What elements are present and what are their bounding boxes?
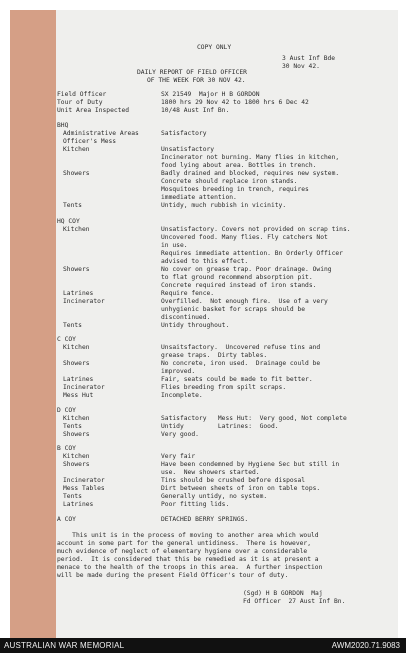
c-kitchen-line: Unsaitsfactory. Uncovered refuse tins and [161,344,321,351]
paragraph-line: account in some part for the general untidiness. There is however, [57,540,312,547]
d-showers-line: Very good. [161,431,199,438]
field-officer-label: Field Officer [57,91,107,98]
a-coy-heading: A COY [57,516,76,523]
bhq-heading: BHQ [57,122,69,129]
bhq-showers-line: immediate attention. [161,194,237,201]
d-tents-label: Tents [63,423,82,430]
hq-tents-line: Untidy throughout. [161,322,230,329]
c-showers-line: No concrete, iron used. Drainage could be [161,360,321,367]
hq-line-1: 3 Aust Inf Bde [282,55,336,62]
c-messhut-label: Mess Hut [63,392,94,399]
bhq-showers-label: Showers [63,170,90,177]
c-latrines-line: Fair, seats could be made to fit better. [161,376,313,383]
b-kitchen-label: Kitchen [63,453,90,460]
c-showers-line: improved. [161,368,196,375]
c-messhut-line: Incomplete. [161,392,203,399]
c-showers-label: Showers [63,360,90,367]
tour-label: Tour of Duty [57,99,103,106]
a-coy-value: DETACHED BERRY SPRINGS. [161,516,249,523]
tour-value: 1800 hrs 29 Nov 42 to 1800 hrs 6 Dec 42 [161,99,309,106]
paragraph-line: menace to the health of the troops in this area. A further inspection [57,564,323,571]
hq-latrines-line: Require fence. [161,290,215,297]
report-title-1: DAILY REPORT OF FIELD OFFICER [137,69,247,76]
hq-kitchen-label: Kitchen [63,226,90,233]
paper-edge-strip [10,10,56,638]
bhq-tents-label: Tents [63,202,82,209]
bhq-showers-line: Concrete should replace iron stands. [161,178,298,185]
b-tents-label: Tents [63,493,82,500]
report-title-2: OF THE WEEK FOR 30 NOV 42. [147,77,246,84]
b-showers-line: Have been condemned by Hygiene Sec but still in [161,461,340,468]
unit-label: Unit Area Inspected [57,107,130,114]
signature-line-1: (Sgd) H B GORDON Maj [243,590,323,597]
hq-kitchen-line: advised to this effect. [161,258,249,265]
paragraph-line: much evidence of neglect of elementary hygiene over a considerable [57,548,308,555]
b-incinerator-label: Incinerator [63,477,105,484]
hq-incinerator-label: Incinerator [63,298,105,305]
b-incinerator-line: Tins should be crushed before disposal [161,477,306,484]
hq-showers-label: Showers [63,266,90,273]
b-showers-label: Showers [63,461,90,468]
d-tents-line: Untidy Latrines: Good. [161,423,279,430]
archive-credit: AUSTRALIAN WAR MEMORIAL [4,641,125,650]
bhq-admin-label: Administrative Areas [63,130,139,137]
bhq-kitchen-label: Kitchen [63,146,90,153]
paragraph-line: period. It is considered that this be remedied as it is at present a [57,556,319,563]
d-kitchen-label: Kitchen [63,415,90,422]
bhq-admin-value: Satisfactory [161,130,207,137]
b-coy-heading: B COY [57,445,76,452]
bhq-kitchen-line: Unsatisfactory [161,146,215,153]
hq-tents-label: Tents [63,322,82,329]
document-page [10,10,398,638]
hq-kitchen-line: in use. [161,242,188,249]
c-incinerator-label: Incinerator [63,384,105,391]
hq-incinerator-line: Overfilled. Not enough fire. Use of a very [161,298,328,305]
signature-line-2: Fd Officer 27 Aust Inf Bn. [243,598,346,605]
b-tents-line: Generally untidy, no system. [161,493,268,500]
b-latrines-label: Latrines [63,501,94,508]
paragraph-line: This unit is in the process of moving to another area which would [57,532,319,539]
hq-showers-line: to flat ground recommend absorption pit. [161,274,313,281]
bhq-kitchen-line: food lying about area. Bottles in trench. [161,162,317,169]
c-kitchen-line: grease traps. Dirty tables. [161,352,268,359]
unit-value: 10/48 Aust Inf Bn. [161,107,230,114]
b-messtables-line: Dirt between sheets of iron on table tops. [161,485,321,492]
field-officer-value: SX 21549 Major H B GORDON [161,91,260,98]
hq-latrines-label: Latrines [63,290,94,297]
hq-line-2: 30 Nov 42. [282,63,320,70]
bhq-showers-line: Mosquitoes breeding in trench, requires [161,186,309,193]
b-messtables-label: Mess Tables [63,485,105,492]
hq-kitchen-line: Unsatisfactory. Covers not provided on scrap tins. [161,226,351,233]
b-kitchen-line: Very fair [161,453,196,460]
d-showers-label: Showers [63,431,90,438]
copy-only-heading: COPY ONLY [197,44,232,51]
hq-incinerator-line: discontinued. [161,314,211,321]
hq-coy-heading: HQ COY [57,218,80,225]
c-incinerator-line: Flies breeding from spilt scraps. [161,384,287,391]
footer-bar [0,638,406,653]
d-kitchen-line: Satisfactory Mess Hut: Very good, Not complete [161,415,347,422]
bhq-mess-label: Officer's Mess [63,138,117,145]
hq-kitchen-line: Uncovered food. Many flies. Fly catchers Not [161,234,328,241]
hq-showers-line: Concrete required instead of iron stands. [161,282,317,289]
bhq-tents-line: Untidy, much rubbish in vicinity. [161,202,287,209]
b-showers-line: use. New showers started. [161,469,260,476]
accession-number: AWM2020.71.9083 [331,641,400,650]
hq-showers-line: No cover on grease trap. Poor drainage. Owing [161,266,332,273]
c-coy-heading: C COY [57,336,76,343]
d-coy-heading: D COY [57,407,76,414]
paragraph-line: will be made during the present Field Officer's tour of duty. [57,572,289,579]
bhq-showers-line: Badly drained and blocked, requires new system. [161,170,340,177]
c-latrines-label: Latrines [63,376,94,383]
b-latrines-line: Poor fitting lids. [161,501,230,508]
bhq-kitchen-line: Incinerator not burning. Many flies in kitchen, [161,154,340,161]
c-kitchen-label: Kitchen [63,344,90,351]
hq-kitchen-line: Requires immediate attention. Bn Orderly Officer [161,250,343,257]
hq-incinerator-line: unhygienic basket for scraps should be [161,306,306,313]
